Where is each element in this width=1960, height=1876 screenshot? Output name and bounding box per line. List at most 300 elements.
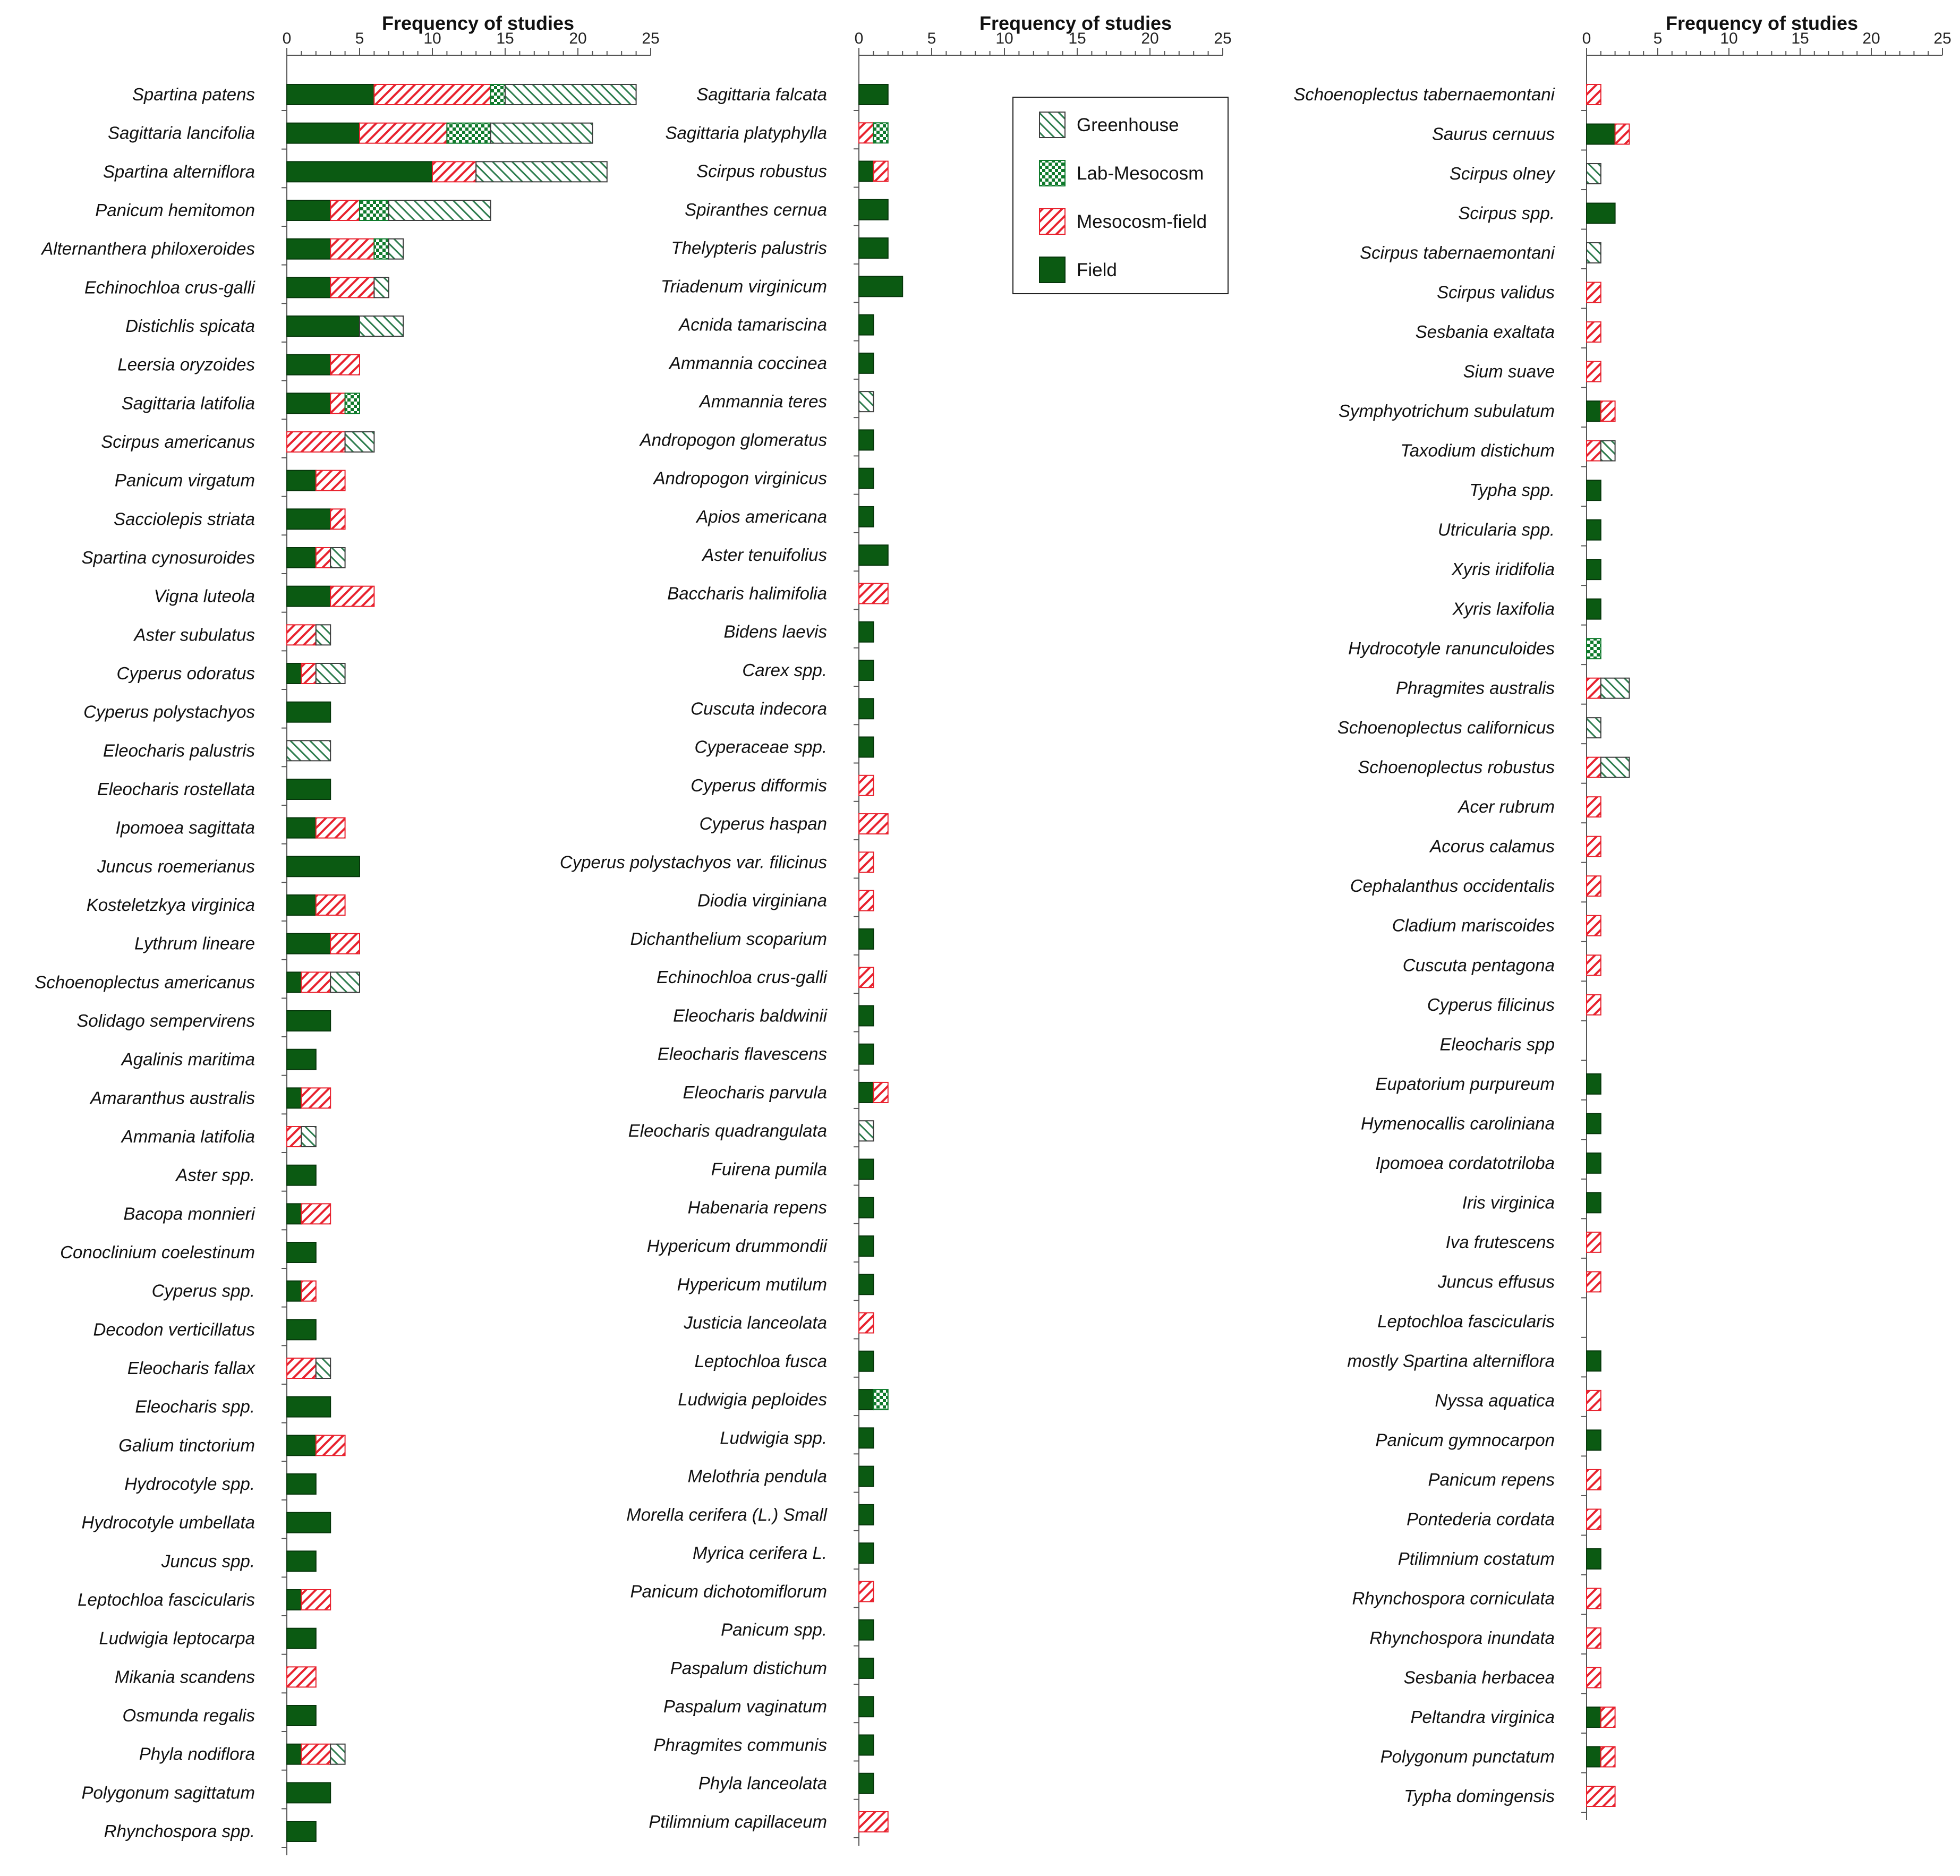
bar-segment-field (859, 1543, 873, 1563)
bar-segment-field (859, 161, 873, 182)
bar-row-leersia-oryzoides (117, 355, 360, 381)
bar-segment-mesocosm-field (859, 967, 873, 987)
bar-segment-mesocosm-field (1587, 1667, 1601, 1687)
category-label: Cuscuta indecora (691, 698, 827, 719)
category-label: Amaranthus australis (90, 1088, 255, 1108)
bar-row-ipomoea-cordatotriloba (1375, 1153, 1600, 1179)
bar-row-typha-spp (1469, 480, 1601, 506)
bar-segment-greenhouse (330, 548, 345, 568)
bar-row-justicia-lanceolata (683, 1313, 873, 1339)
bar-segment-mesocosm-field (859, 1812, 888, 1832)
category-label: Echinochloa crus-galli (657, 967, 827, 987)
bar-segment-field (859, 1198, 873, 1218)
category-label: Bidens laevis (723, 621, 827, 642)
bar-segment-field (859, 1735, 873, 1755)
category-label: Eleocharis parvula (683, 1082, 827, 1102)
category-label: Leersia oryzoides (117, 354, 255, 374)
bar-segment-mesocosm-field (1601, 401, 1615, 421)
category-label: Cyperus haspan (699, 814, 827, 834)
bar-segment-field (859, 660, 873, 680)
bar-segment-mesocosm-field (301, 1281, 316, 1301)
category-label: Rhynchospora spp. (104, 1821, 255, 1841)
category-label: Habenaria repens (687, 1197, 827, 1217)
bar-segment-mesocosm-field (859, 814, 888, 834)
bar-segment-field (287, 509, 330, 529)
bar-segment-mesocosm-field (1587, 1786, 1615, 1806)
category-label: Scirpus americanus (101, 432, 255, 451)
bar-segment-field (287, 1242, 316, 1263)
panel-title: Frequency of studies (381, 12, 575, 34)
category-label: Cuscuta pentagona (1402, 955, 1555, 975)
bar-row-andropogon-virginicus (652, 468, 873, 494)
bar-segment-field (287, 355, 330, 375)
bar-row-cyperus-polystachyos (83, 702, 330, 728)
bar-row-ludwigia-spp (720, 1428, 873, 1454)
x-tick-label: 25 (1933, 30, 1952, 47)
bar-segment-greenhouse (1601, 678, 1630, 698)
category-label: Scirpus validus (1437, 282, 1555, 302)
bar-segment-mesocosm-field (330, 239, 374, 259)
category-label: Sagittaria lancifolia (108, 123, 255, 143)
bar-segment-greenhouse (345, 432, 374, 452)
bar-segment-mesocosm-field (1587, 916, 1601, 936)
bar-segment-mesocosm-field (330, 277, 374, 297)
bar-row-spartina-cynosuroides (81, 548, 345, 574)
category-label: Eleocharis spp. (135, 1396, 255, 1417)
bar-segment-field (287, 471, 316, 491)
bar-segment-greenhouse (389, 200, 491, 220)
category-label: Acnida tamariscina (679, 314, 827, 335)
category-label: Acorus calamus (1430, 836, 1555, 856)
category-label: Ipomoea cordatotriloba (1375, 1153, 1555, 1173)
bar-row-fuirena-pumila (711, 1159, 874, 1185)
bar-segment-mesocosm-field (316, 895, 345, 915)
category-label: Typha domingensis (1404, 1786, 1555, 1806)
bar-row-cyperus-odoratus (117, 663, 345, 689)
category-label: Ipomoea sagittata (115, 817, 255, 838)
category-label: Andropogon glomeratus (640, 430, 827, 450)
bar-row-panicum-dichotomiflorum (630, 1581, 874, 1607)
bar-row-eupatorium-purpureum (1375, 1074, 1600, 1100)
category-label: Sesbania exaltata (1415, 322, 1555, 342)
bar-segment-greenhouse (505, 84, 636, 105)
bar-segment-greenhouse (389, 239, 403, 259)
bar-row-mikania-scandens (115, 1667, 316, 1693)
category-label: Rhynchospora corniculata (1352, 1588, 1555, 1608)
bar-row-vigna-luteola (154, 586, 374, 612)
bar-segment-mesocosm-field (301, 1744, 330, 1764)
x-tick-label: 5 (1653, 30, 1663, 47)
category-label: Sesbania herbacea (1403, 1667, 1555, 1687)
category-label: Utricularia spp. (1437, 519, 1555, 540)
bar-segment-field (1587, 1074, 1601, 1094)
x-tick-label: 20 (569, 30, 587, 47)
category-label: Hypericum mutilum (677, 1274, 827, 1294)
bar-segment-field (287, 1744, 301, 1764)
category-label: Polygonum punctatum (1380, 1746, 1555, 1767)
x-tick-label: 15 (1068, 30, 1086, 47)
bar-row-apios-americana (695, 507, 873, 533)
category-label: Dichanthelium scoparium (630, 928, 827, 949)
bar-segment-field (287, 277, 330, 297)
bar-row-galium-tinctorium (118, 1435, 345, 1461)
category-label: Eupatorium purpureum (1375, 1073, 1555, 1094)
bar-segment-field (287, 1088, 301, 1108)
bar-row-leptochloa-fusca (694, 1351, 873, 1377)
bar-row-triadenum-virginicum (661, 276, 902, 302)
bar-segment-field (287, 123, 360, 143)
category-label: Apios americana (696, 506, 827, 526)
bar-row-spiranthes-cernua (685, 200, 888, 226)
bar-row-thelypteris-palustris (671, 238, 888, 264)
category-label: Ptilimnium capillaceum (649, 1812, 827, 1831)
bar-row-cuscuta-pentagona (1403, 955, 1601, 981)
bar-row-hypericum-drummondii (647, 1236, 874, 1262)
category-label: Galium tinctorium (118, 1435, 255, 1455)
bar-segment-field (287, 1783, 330, 1803)
bar-row-diodia-virginiana (697, 891, 873, 917)
bar-row-ammannia-teres (698, 391, 874, 417)
bar-segment-lab-mesocosm (873, 123, 888, 143)
bar-row-amaranthus-australis (89, 1088, 330, 1114)
bar-segment-lab-mesocosm (360, 200, 389, 220)
bar-segment-field (859, 1773, 873, 1794)
x-tick-label: 0 (854, 30, 864, 47)
bar-row-polygonum-punctatum (1380, 1746, 1615, 1772)
bar-segment-mesocosm-field (873, 161, 888, 182)
category-label: Nyssa aquatica (1435, 1390, 1555, 1410)
bar-row-ammannia-coccinea (668, 353, 874, 379)
category-label: Scirpus olney (1449, 164, 1555, 184)
legend-label: Field (1077, 260, 1117, 280)
bar-row-solidago-sempervirens (76, 1011, 330, 1037)
category-label: Juncus spp. (161, 1551, 255, 1571)
x-tick-label: 20 (1862, 30, 1880, 47)
x-tick-label: 10 (423, 30, 441, 47)
category-label: Phragmites communis (653, 1735, 827, 1755)
category-label: Ptilimnium costatum (1397, 1548, 1555, 1568)
bar-segment-mesocosm-field (330, 934, 360, 954)
bar-segment-mesocosm-field (1587, 322, 1601, 342)
category-label: Schoenoplectus robustus (1358, 757, 1555, 777)
category-label: Phyla lanceolata (698, 1773, 827, 1793)
bar-segment-field (1587, 1113, 1601, 1133)
category-label: Spartina alterniflora (103, 161, 255, 182)
bar-row-schoenoplectus-tabernaemontani (1293, 84, 1600, 110)
bar-segment-field (1587, 1153, 1601, 1173)
category-label: Typha spp. (1469, 480, 1555, 500)
category-label: Panicum spp. (721, 1619, 827, 1640)
legend-entry-mesocosm-field (1039, 209, 1207, 234)
bar-segment-mesocosm-field (1587, 995, 1601, 1015)
bar-segment-mesocosm-field (1587, 362, 1601, 382)
bar-segment-mesocosm-field (301, 663, 316, 684)
bar-segment-field (1587, 599, 1601, 619)
bar-row-panicum-spp (721, 1620, 873, 1646)
bar-segment-field (1587, 124, 1615, 144)
bar-row-decodon-verticillatus (93, 1319, 316, 1345)
bar-segment-greenhouse (360, 316, 403, 336)
category-label: Panicum gymnocarpon (1375, 1430, 1555, 1450)
category-label: Panicum virgatum (114, 470, 255, 490)
legend-swatch (1039, 257, 1065, 283)
category-label: Paspalum vaginatum (663, 1696, 827, 1717)
x-tick-label: 10 (1720, 30, 1738, 47)
bar-segment-mesocosm-field (1587, 955, 1601, 975)
bar-row-leptochloa-fascicularis (1377, 1311, 1587, 1337)
bar-segment-mesocosm-field (301, 1590, 330, 1610)
category-label: Panicum hemitomon (95, 200, 255, 220)
bar-row-juncus-roemerianus (97, 856, 360, 882)
bar-row-ludwigia-peploides (678, 1389, 888, 1415)
category-label: Spartina cynosuroides (81, 548, 255, 567)
bar-segment-greenhouse (491, 123, 593, 143)
bar-row-cyperus-haspan (700, 814, 888, 840)
category-label: Aster subulatus (134, 625, 255, 645)
category-label: Acer rubrum (1458, 797, 1555, 817)
bar-segment-field (287, 1281, 301, 1301)
bar-row-rhynchospora-inundata (1369, 1628, 1600, 1654)
bar-row-lythrum-lineare (134, 934, 360, 960)
x-tick-label: 15 (1791, 30, 1809, 47)
bar-row-aster-tenuifolius (701, 545, 888, 571)
bar-segment-field (859, 507, 873, 527)
category-label: Scirpus tabernaemontani (1360, 243, 1555, 263)
bar-segment-field (859, 1696, 873, 1717)
bar-row-morella-cerifera-l-small (626, 1505, 873, 1531)
bar-segment-field (1587, 559, 1601, 579)
category-label: Schoenoplectus tabernaemontani (1293, 84, 1555, 104)
category-label: Hymenocallis caroliniana (1361, 1113, 1555, 1133)
category-label: Spartina patens (132, 84, 255, 104)
category-label: Mikania scandens (114, 1667, 255, 1687)
bar-segment-greenhouse (476, 161, 607, 182)
bar-segment-field (1587, 480, 1601, 500)
bar-segment-field (287, 1397, 330, 1417)
bar-row-eleocharis-spp (1440, 1034, 1587, 1060)
category-label: Sagittaria latifolia (121, 393, 255, 413)
category-label: Aster spp. (176, 1165, 255, 1185)
chart-panel-3 (1293, 12, 1951, 1820)
category-label: Cyperus odoratus (116, 663, 255, 683)
category-label: Rhynchospora inundata (1369, 1627, 1555, 1648)
bar-segment-mesocosm-field (859, 852, 873, 872)
x-tick-label: 15 (496, 30, 514, 47)
category-label: Ludwigia leptocarpa (99, 1628, 255, 1648)
bar-row-cyperus-difformis (691, 775, 873, 801)
category-label: Justicia lanceolata (684, 1312, 827, 1333)
bar-segment-field (859, 1082, 873, 1103)
bar-segment-field (1587, 1192, 1601, 1213)
bar-segment-greenhouse (1587, 164, 1601, 184)
category-label: Sagittaria platyphylla (665, 123, 827, 143)
category-label: Symphyotrichum subulatum (1338, 401, 1555, 421)
bar-segment-lab-mesocosm (447, 123, 490, 143)
bar-row-xyris-laxifolia (1452, 599, 1600, 625)
bar-segment-field (1587, 1707, 1601, 1727)
bar-segment-field (287, 934, 330, 954)
bar-row-cephalanthus-occidentalis (1350, 876, 1601, 902)
bar-row-dichanthelium-scoparium (630, 929, 874, 955)
bar-segment-field (287, 1435, 316, 1455)
category-label: Xyris laxifolia (1452, 599, 1555, 619)
bar-segment-greenhouse (316, 1358, 330, 1378)
bar-segment-greenhouse (316, 625, 330, 645)
bar-row-hypericum-mutilum (677, 1274, 874, 1300)
legend-swatch (1039, 209, 1065, 234)
bar-segment-mesocosm-field (1587, 678, 1601, 698)
bar-row-andropogon-glomeratus (639, 430, 874, 456)
bar-row-bacopa-monnieri (123, 1204, 330, 1230)
category-label: Cyperus difformis (691, 775, 827, 795)
bar-row-myrica-cerifera-l (693, 1543, 873, 1569)
bar-row-scirpus-validus (1437, 283, 1601, 309)
category-label: Morella cerifera (L.) Small (626, 1504, 827, 1524)
category-label: Baccharis halimifolia (667, 583, 827, 603)
legend-entry-lab-mesocosm (1039, 160, 1204, 186)
bar-segment-field (859, 353, 873, 373)
x-tick-label: 10 (995, 30, 1013, 47)
bar-row-melothria-pendula (688, 1466, 874, 1493)
bar-segment-field (287, 1551, 316, 1571)
bar-segment-field (859, 1274, 873, 1294)
bar-row-taxodium-distichum (1401, 441, 1615, 467)
bar-row-sesbania-exaltata (1416, 322, 1601, 348)
bar-segment-greenhouse (374, 277, 388, 297)
category-label: Cyperus polystachyos var. filicinus (559, 852, 827, 872)
bar-row-eleocharis-quadrangulata (628, 1121, 874, 1147)
bar-segment-field (859, 929, 873, 949)
bar-row-distichlis-spicata (125, 316, 403, 342)
bar-row-conoclinium-coelestinum (60, 1242, 316, 1268)
bar-segment-field (859, 238, 888, 258)
bar-segment-greenhouse (1601, 441, 1615, 461)
bar-segment-field (287, 1011, 330, 1031)
x-tick-label: 25 (642, 30, 660, 47)
category-label: Cephalanthus occidentalis (1350, 876, 1555, 896)
bar-row-phyla-nodiflora (139, 1744, 345, 1770)
bar-segment-mesocosm-field (1587, 84, 1601, 105)
category-label: Iris virginica (1462, 1192, 1555, 1213)
category-label: Paspalum distichum (670, 1658, 827, 1678)
bar-segment-mesocosm-field (330, 355, 360, 375)
category-label: Andropogon virginicus (653, 468, 827, 488)
bar-segment-field (287, 1165, 316, 1186)
bar-segment-mesocosm-field (287, 1358, 316, 1378)
bar-row-iris-virginica (1462, 1192, 1601, 1218)
bar-segment-lab-mesocosm (491, 84, 505, 105)
bar-row-eleocharis-baldwinii (673, 1005, 873, 1031)
category-label: Phyla nodiflora (139, 1744, 255, 1764)
bar-segment-field (859, 698, 873, 719)
bar-row-xyris-iridifolia (1451, 559, 1601, 585)
bar-segment-field (859, 545, 888, 565)
bar-row-bidens-laevis (724, 622, 874, 648)
bar-row-sagittaria-latifolia (122, 393, 360, 419)
bar-row-iva-frutescens (1446, 1232, 1601, 1258)
category-label: Melothria pendula (687, 1466, 827, 1486)
bar-row-sacciolepis-striata (114, 509, 345, 535)
category-label: mostly Spartina alterniflora (1347, 1351, 1555, 1371)
category-label: Eleocharis flavescens (657, 1044, 827, 1064)
category-label: Juncus effusus (1437, 1272, 1555, 1292)
bar-row-cyperaceae-spp (695, 737, 874, 763)
category-label: Bacopa monnieri (123, 1204, 255, 1224)
bar-row-juncus-effusus (1437, 1272, 1601, 1298)
bar-row-cyperus-filicinus (1427, 995, 1601, 1021)
category-label: Polygonum sagittatum (81, 1783, 255, 1803)
bar-segment-mesocosm-field (859, 1581, 873, 1601)
category-label: Aster tenuifolius (702, 545, 827, 565)
bar-segment-mesocosm-field (330, 200, 360, 220)
category-label: Panicum repens (1428, 1469, 1555, 1489)
bar-segment-field (859, 1658, 873, 1678)
bar-segment-field (859, 1236, 873, 1256)
bar-segment-field (859, 315, 873, 335)
category-label: Echinochloa crus-galli (84, 277, 255, 297)
bar-row-pontederia-cordata (1407, 1509, 1601, 1535)
bar-segment-greenhouse (859, 1121, 873, 1141)
x-tick-label: 20 (1141, 30, 1159, 47)
category-label: Decodon verticillatus (93, 1319, 255, 1340)
bar-row-scirpus-spp (1458, 203, 1615, 229)
bar-segment-field (859, 1389, 873, 1410)
bar-segment-mesocosm-field (330, 509, 345, 529)
category-label: Osmunda regalis (122, 1706, 255, 1725)
bar-segment-field (859, 1044, 873, 1064)
category-label: Agalinis maritima (121, 1049, 255, 1069)
bar-segment-field (859, 1159, 873, 1179)
bar-row-phragmites-australis (1396, 678, 1629, 704)
bar-row-scirpus-tabernaemontani (1360, 243, 1601, 269)
bar-segment-field (1587, 1746, 1601, 1767)
category-label: Eleocharis rostellata (97, 779, 255, 799)
category-label: Peltandra virginica (1410, 1707, 1555, 1727)
category-label: Solidago sempervirens (76, 1011, 255, 1030)
bar-segment-field (287, 1628, 316, 1649)
category-label: Kosteletzkya virginica (86, 895, 255, 915)
bar-row-sagittaria-platyphylla (665, 123, 888, 149)
bar-segment-field (859, 1620, 873, 1640)
bar-segment-mesocosm-field (859, 1313, 873, 1333)
category-label: Schoenoplectus californicus (1337, 718, 1555, 738)
bar-segment-greenhouse (287, 740, 330, 761)
bar-segment-mesocosm-field (301, 1204, 330, 1224)
category-label: Cladium mariscoides (1392, 915, 1555, 935)
chart-panel-1 (35, 12, 659, 1855)
bar-segment-mesocosm-field (287, 1127, 301, 1147)
bar-segment-mesocosm-field (432, 161, 476, 182)
bar-segment-field (859, 468, 873, 489)
bar-segment-mesocosm-field (1587, 837, 1601, 857)
bar-row-phyla-lanceolata (698, 1773, 874, 1800)
bar-row-ipomoea-sagittata (116, 818, 345, 844)
bar-segment-field (287, 200, 330, 220)
bar-row-cyperus-polystachyos-var-filicinus (560, 852, 874, 878)
bar-row-eleocharis-parvula (683, 1082, 888, 1108)
bar-row-cuscuta-indecora (691, 698, 873, 724)
bar-segment-mesocosm-field (859, 775, 873, 796)
bar-segment-field (859, 1005, 873, 1026)
bar-segment-field (859, 737, 873, 757)
bar-segment-field (1587, 401, 1601, 421)
bar-row-carex-spp (742, 660, 873, 686)
bar-row-eleocharis-rostellata (97, 779, 330, 805)
bar-segment-field (1587, 1430, 1601, 1450)
bar-row-baccharis-halimifolia (667, 583, 888, 609)
bar-segment-greenhouse (1587, 718, 1601, 738)
legend-swatch (1039, 160, 1065, 186)
